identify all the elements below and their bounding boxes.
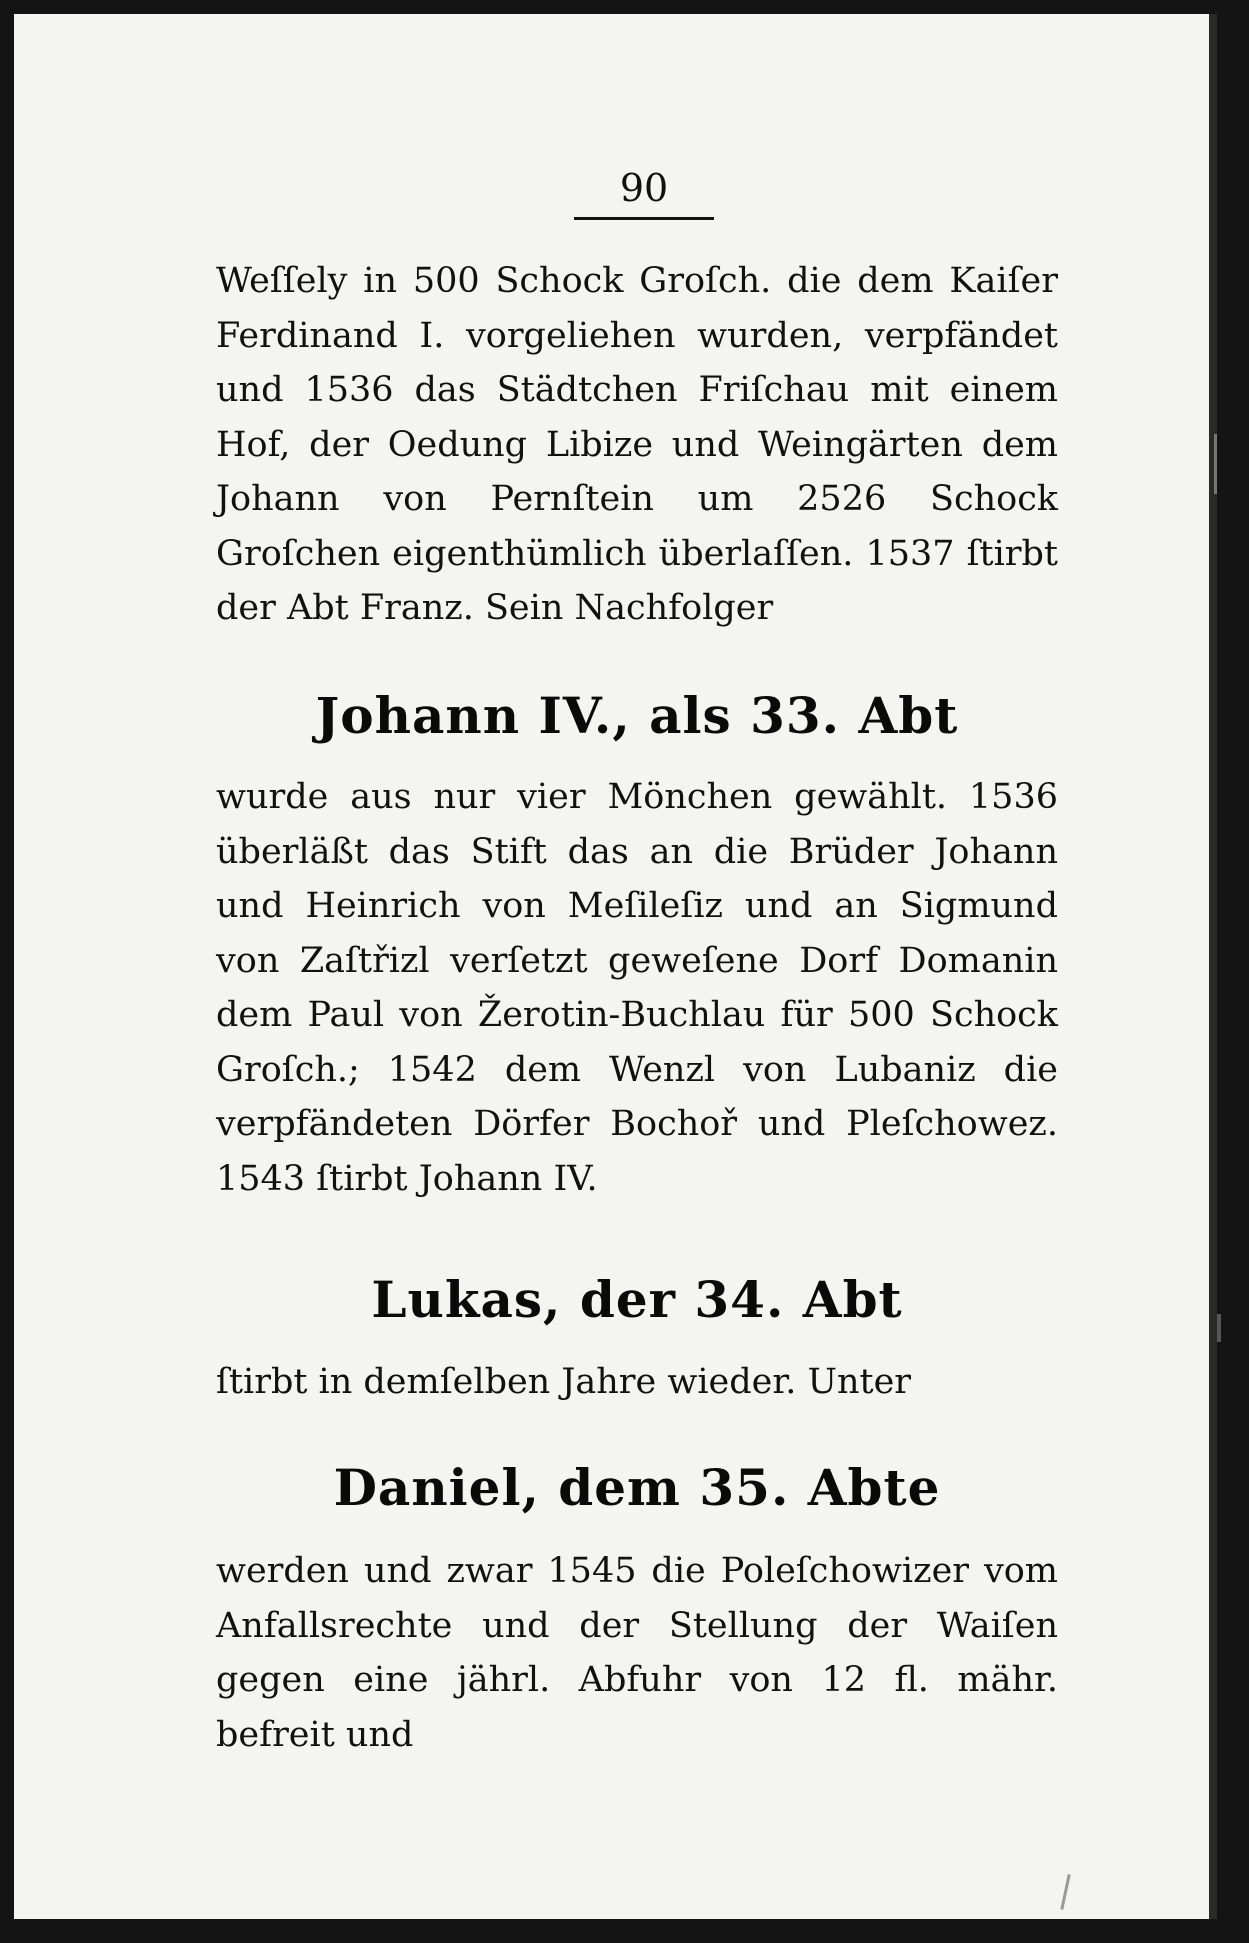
- book-page: [14, 14, 1217, 1919]
- paragraph-2: wurde aus nur vier Mönchen gewählt. 1536 überläßt das Stift das an die Brüder Johann und Heinrich von Meſileſiz und an Sigmund von Zaſtřizl verſetzt geweſene Dorf Domanin dem Paul von Žerotin-Buchlau für 500 Schock Groſch.; 1542 dem Wenzl von Lubaniz die verpfändeten Dörfer Bochoř und Pleſchowez. 1543 ſtirbt Johann IV.: [216, 777, 1058, 1199]
- paragraph-4: werden und zwar 1545 die Poleſchowizer vom Anfallsrechte und der Stellung der Waiſen gegen eine jährl. Abfuhr von 12 fl. mähr. befreit und: [216, 1551, 1058, 1755]
- scan-mark: [1060, 1874, 1070, 1910]
- page-number-rule: [574, 217, 714, 220]
- paragraph-1: Weſſely in 500 Schock Groſch. die dem Kaiſer Ferdinand I. vorgeliehen wurden, verpfändet und 1536 das Städtchen Friſchau mit einem Hof, der Oedung Libize und Weingärten dem Johann von Pernſtein um 2526 Schock Groſchen eigenthümlich überlaſſen. 1537 ſtirbt der Abt Franz. Sein Nachfolger: [216, 261, 1058, 628]
- heading-daniel: Daniel, dem 35. Abte: [333, 1458, 941, 1517]
- page-number: 90: [619, 166, 669, 210]
- scan-mark: [1217, 1314, 1221, 1342]
- heading-lukas: Lukas, der 34. Abt: [371, 1270, 903, 1329]
- paragraph-3: ſtirbt in demſelben Jahre wieder. Unter: [216, 1362, 912, 1402]
- heading-johann-iv: Johann IV., als 33. Abt: [315, 686, 959, 745]
- scan-mark: [1214, 434, 1217, 494]
